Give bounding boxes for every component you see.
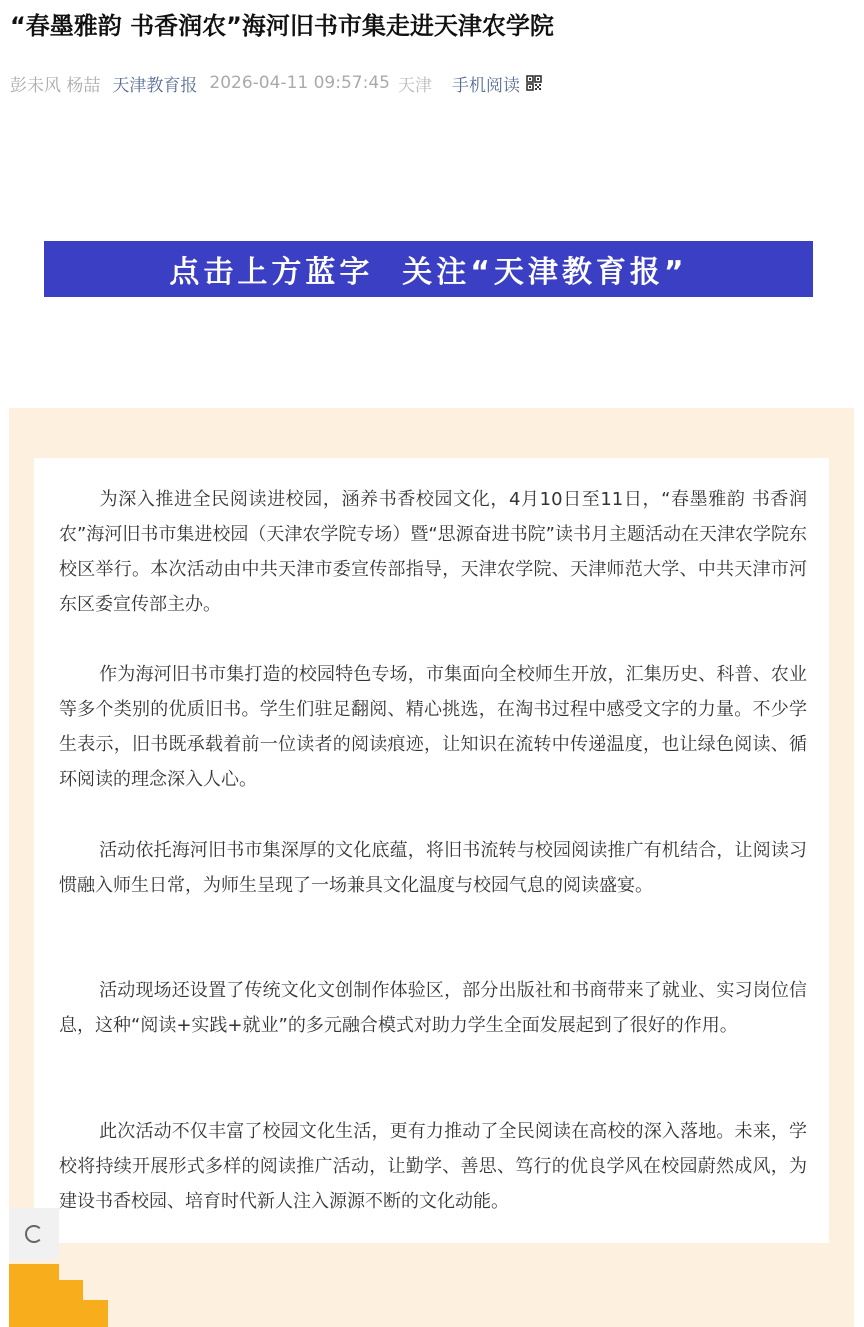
article-title: “春墨雅韵 书香润农”海河旧书市集走进天津农学院 <box>10 12 554 40</box>
follow-banner[interactable]: 点击上方蓝字 关注“天津教育报” <box>44 241 813 297</box>
publish-region: 天津 <box>397 75 432 96</box>
article-paragraph-4: 活动现场还设置了传统文化文创制作体验区，部分出版社和书商带来了就业、实习岗位信息，这种“阅读+实践+就业”的多元融合模式对助力学生全面发展起到了很好的作用。 <box>59 980 807 1036</box>
decoration-block <box>9 1264 59 1327</box>
article-paragraph-1: 为深入推进全民阅读进校园，涵养书香校园文化，4月10日至11日，“春墨雅韵 书香润农”海河旧书市集进校园（天津农学院专场）暨“思源奋进书院”读书月主题活动在天津农学院东校区举行。本次活动由中共天津市委宣传部指导，天津农学院、天津师范大学、中共天津市河东区委宣传部主办。 <box>59 489 807 615</box>
qr-code-icon[interactable] <box>526 75 542 91</box>
mobile-read-link[interactable]: 手机阅读 <box>451 75 520 96</box>
loading-button[interactable] <box>9 1208 59 1260</box>
article-meta <box>10 70 542 96</box>
decoration-block <box>59 1280 83 1327</box>
article-paragraph-2: 作为海河旧书市集打造的校园特色专场，市集面向全校师生开放，汇集历史、科普、农业等多个类别的优质旧书。学生们驻足翻阅、精心挑选，在淘书过程中感受文字的力量。不少学生表示，旧书既承载着前一位读者的阅读痕迹，让知识在流转中传递温度，也让绿色阅读、循环阅读的理念深入人心。 <box>59 664 807 790</box>
publish-datetime: 2026-04-11 09:57:45 <box>209 73 390 93</box>
article-paragraph-3: 活动依托海河旧书市集深厚的文化底蕴，将旧书流转与校园阅读推广有机结合，让阅读习惯融入师生日常，为师生呈现了一场兼具文化温度与校园气息的阅读盛宴。 <box>59 840 807 896</box>
article-authors: 彭未风 杨喆 <box>10 75 101 96</box>
account-name-link[interactable]: 天津教育报 <box>112 75 198 96</box>
loading-spinner-icon <box>25 1225 43 1243</box>
decoration-block <box>83 1300 108 1327</box>
article-paragraph-5: 此次活动不仅丰富了校园文化生活，更有力推动了全民阅读在高校的深入落地。未来，学校将持续开展形式多样的阅读推广活动，让勤学、善思、笃行的优良学风在校园蔚然成风，为建设书香校园、培育时代新人注入源源不断的文化动能。 <box>59 1121 807 1212</box>
